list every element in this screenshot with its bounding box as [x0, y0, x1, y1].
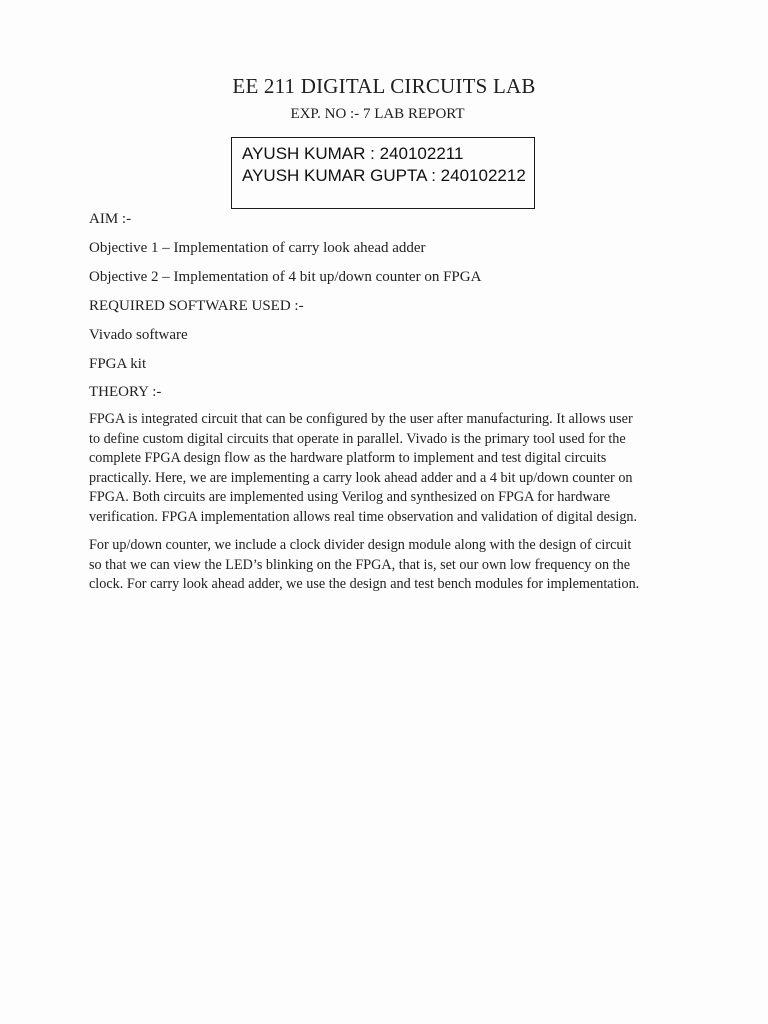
software-item-vivado: Vivado software [89, 327, 188, 343]
document-title: EE 211 DIGITAL CIRCUITS LAB [232, 74, 536, 98]
theory-heading: THEORY :- [89, 384, 162, 400]
aim-heading: AIM :- [89, 211, 132, 227]
theory-p2-line: For up/down counter, we include a clock divider design module along with the design of circuit [89, 537, 632, 553]
software-item-fpga-kit: FPGA kit [89, 356, 147, 372]
theory-p1-line: FPGA is integrated circuit that can be configured by the user after manufacturing. It allows user [89, 411, 633, 427]
theory-p2-line: so that we can view the LED’s blinking on the FPGA, that is, set our own low frequency on the [89, 556, 631, 573]
student-name-1: AYUSH KUMAR : 240102211 [242, 144, 464, 163]
objective-2: Objective 2 – Implementation of 4 bit up/down counter on FPGA [89, 269, 482, 285]
theory-p1-line: to define custom digital circuits that operate in parallel. Vivado is the primary tool used for the [89, 430, 626, 447]
theory-p2-line: clock. For carry look ahead adder, we use the design and test bench modules for implementation. [89, 576, 640, 593]
theory-p1-line: practically. Here, we are implementing a carry look ahead adder and a 4 bit up/down counter on [89, 469, 633, 486]
student-names-box [231, 137, 535, 209]
theory-paragraph-2 [89, 536, 689, 595]
theory-p1-line: verification. FPGA implementation allows real time observation and validation of digital design. [89, 508, 638, 525]
student-name-2: AYUSH KUMAR GUPTA : 240102212 [242, 166, 526, 185]
theory-paragraph-1 [89, 410, 689, 528]
software-heading: REQUIRED SOFTWARE USED :- [89, 298, 304, 314]
document-subtitle: EXP. NO :- 7 LAB REPORT [290, 106, 465, 122]
theory-p1-line: complete FPGA design flow as the hardware platform to implement and test digital circuits [89, 450, 607, 467]
theory-p1-line: FPGA. Both circuits are implemented using Verilog and synthesized on FPGA for hardware [89, 489, 611, 506]
objective-1: Objective 1 – Implementation of carry look ahead adder [89, 240, 426, 256]
